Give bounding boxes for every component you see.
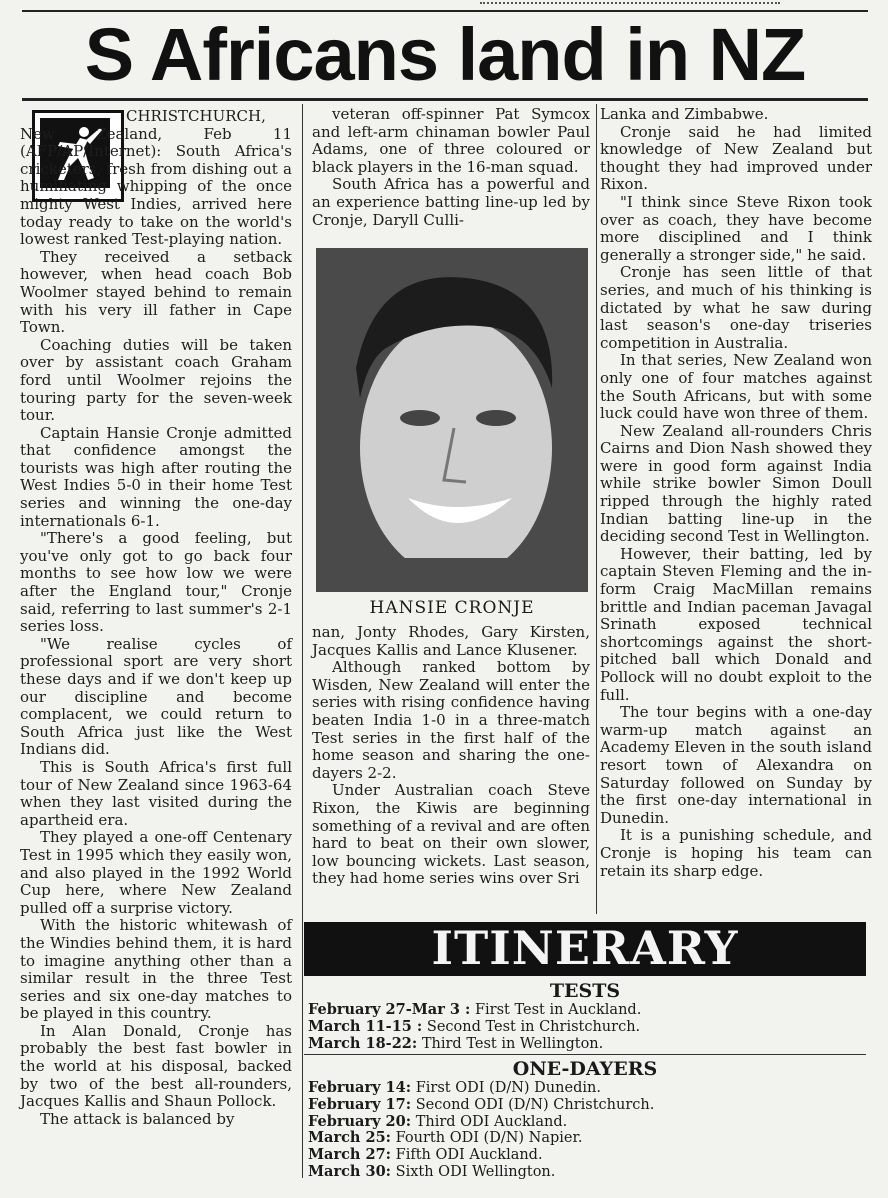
schedule-date: March 27: [308,1146,392,1164]
schedule-date: March 30: [308,1162,392,1180]
paragraph: This is South Africa's first full tour of New Zealand since 1963-64 when they last visited during the apartheid era. [20,757,292,829]
schedule-row [308,1164,868,1181]
paragraph: It is a punishing schedule, and Cronje is hoping his team can retain its sharp edge. [600,826,872,880]
tests-heading: TESTS [549,980,621,1002]
top-strip [0,0,888,10]
paragraph: "There's a good feeling, but you've only got to go back four months to see how low we were after the England tour," Cronje said, referring to last summer's 2-1 series loss. [20,529,292,636]
paragraph: In that series, New Zealand won only one of four matches against the South Africans, but with some luck could have won three of them. [600,351,872,423]
schedule-date: February 27-Mar 3 : [308,1001,471,1018]
paragraph: They received a setback however, when head coach Bob Woolmer stayed behind to remain with his very ill father in Cape Town. [20,247,292,337]
article-column-3 [600,106,872,880]
schedule-row [308,1019,868,1036]
paragraph: South Africa has a powerful and an experience batting line-up led by Cronje, Daryll Culli- [312,175,590,229]
paragraph: veteran off-spinner Pat Symcox and left-arm chinaman bowler Paul Adams, one of three coloured or black players in the 16-man squad. [312,105,590,176]
schedule-date: February 14: [308,1079,412,1096]
paragraph: In Alan Donald, Cronje has probably the best fast bowler in the world at his disposal, backed by two of the best all-rounders, Jacques Kallis and Shaun Pollock. [20,1021,292,1111]
paragraph: Under Australian coach Steve Rixon, the Kiwis are beginning something of a revival and are often hard to beat on their own slower, low bouncing wickets. Last season, they had home series wins over Sri [312,781,590,888]
one-dayers-heading: ONE-DAYERS [512,1058,658,1080]
player-portrait [316,248,588,592]
column-divider [302,104,303,1178]
schedule-event: Fourth ODI (D/N) Napier. [391,1130,583,1147]
one-dayers-list [308,1080,868,1181]
schedule-row [308,1080,868,1097]
headline: S Africans land in NZ [84,13,806,96]
paragraph: However, their batting, led by captain Steven Fleming and the in-form Craig MacMillan remains brittle and Indian paceman Javagal Srinath exposed technical shortcomings against the short-pitched ball which Donald and Pollock will no doubt exploit to the full. [600,544,872,704]
headline-rule [22,98,868,101]
paragraph: nan, Jonty Rhodes, Gary Kirsten, Jacques Kallis and Lance Klusener. [312,623,590,659]
paragraph: The tour begins with a one-day warm-up match against an Academy Eleven in the south island resort town of Alexandra on Saturday followed on Sunday by the first one-day international in Dunedin. [600,703,872,827]
paragraph: Captain Hansie Cronje admitted that confidence amongst the tourists was high after routing the West Indies 5-0 in their home Test series and winning the one-day internationals 6-1. [20,423,292,530]
schedule-event: Sixth ODI Wellington. [391,1163,556,1180]
schedule-event: Second ODI (D/N) Christchurch. [411,1096,655,1113]
paragraph: Coaching duties will be taken over by assistant coach Graham ford until Woolmer rejoins the touring party for the seven-week tour. [20,335,292,425]
paragraph: With the historic whitewash of the Windies behind them, it is hard to imagine anything other than a similar result in the three Test series and six one-day matches to be played in this country. [20,916,292,1023]
article-column-2-bottom [312,624,590,888]
section-divider [304,1054,866,1055]
schedule-row [308,1130,868,1147]
schedule-row [308,1002,868,1019]
itinerary-title: ITINERARY [431,921,739,975]
schedule-event: Third Test in Wellington. [417,1035,604,1052]
paragraph: Lanka and Zimbabwe. [600,105,769,123]
paragraph: "We realise cycles of professional sport are very short these days and if we don't keep up our discipline and become complacent, we could return to South Africa just like the West Indians did. [20,634,292,759]
tests-list [308,1002,868,1052]
paragraph: The attack is balanced by [40,1109,235,1128]
schedule-event: First Test in Auckland. [470,1002,642,1018]
schedule-event: First ODI (D/N) Dunedin. [411,1080,601,1096]
schedule-date: March 18-22: [308,1034,418,1052]
schedule-event: Second Test in Christchurch. [422,1018,641,1035]
schedule-row [308,1097,868,1114]
column-divider [596,104,597,914]
paragraph: Cronje said he had limited knowledge of New Zealand but thought they had improved under Rixon. [600,122,872,194]
schedule-event: Third ODI Auckland. [411,1113,568,1130]
schedule-row [308,1147,868,1164]
schedule-date: March 11-15 : [308,1017,423,1035]
schedule-date: February 20: [308,1112,412,1130]
schedule-event: Fifth ODI Auckland. [391,1147,543,1164]
paragraph: They played a one-off Centenary Test in 1995 which they easily won, and also played in the 1992 World Cup here, where New Zealand pulled off a surprise victory. [20,828,292,917]
paragraph: Although ranked bottom by Wisden, New Zealand will enter the series with rising confidence having beaten India 1-0 in a three-match Test series in the first half of the home season and sharing the one-dayers 2-2. [312,658,590,782]
paragraph: Cronje has seen little of that series, and much of his thinking is dictated by what he saw during last season's one-day triseries competition in Australia. [600,263,872,352]
paragraph: New Zealand all-rounders Chris Cairns and Dion Nash showed they were in good form against India while strike bowler Simon Doull ripped through the highly rated Indian batting line-up in the deciding second Test in Wellington. [600,421,872,546]
paragraph: CHRISTCHURCH, New Zealand, Feb 11 (AFP/AP/Internet): South Africa's cricketers, fresh from dishing out a humiliating whipping of the once mighty West Indies, arrived here today ready to take on the world's lowest ranked Test-playing nation. [20,107,292,249]
schedule-row [308,1114,868,1131]
cut-edge [480,2,780,4]
schedule-date: March 25: [308,1129,392,1147]
schedule-row [308,1036,868,1053]
paragraph: "I think since Steve Rixon took over as coach, they have become more disciplined and I think generally a stronger side," he said. [600,192,872,264]
article-column-2-top [312,106,590,229]
photo-caption: HANSIE CRONJE [369,598,535,618]
article-column-1 [20,108,292,1128]
schedule-date: February 17: [308,1095,412,1113]
